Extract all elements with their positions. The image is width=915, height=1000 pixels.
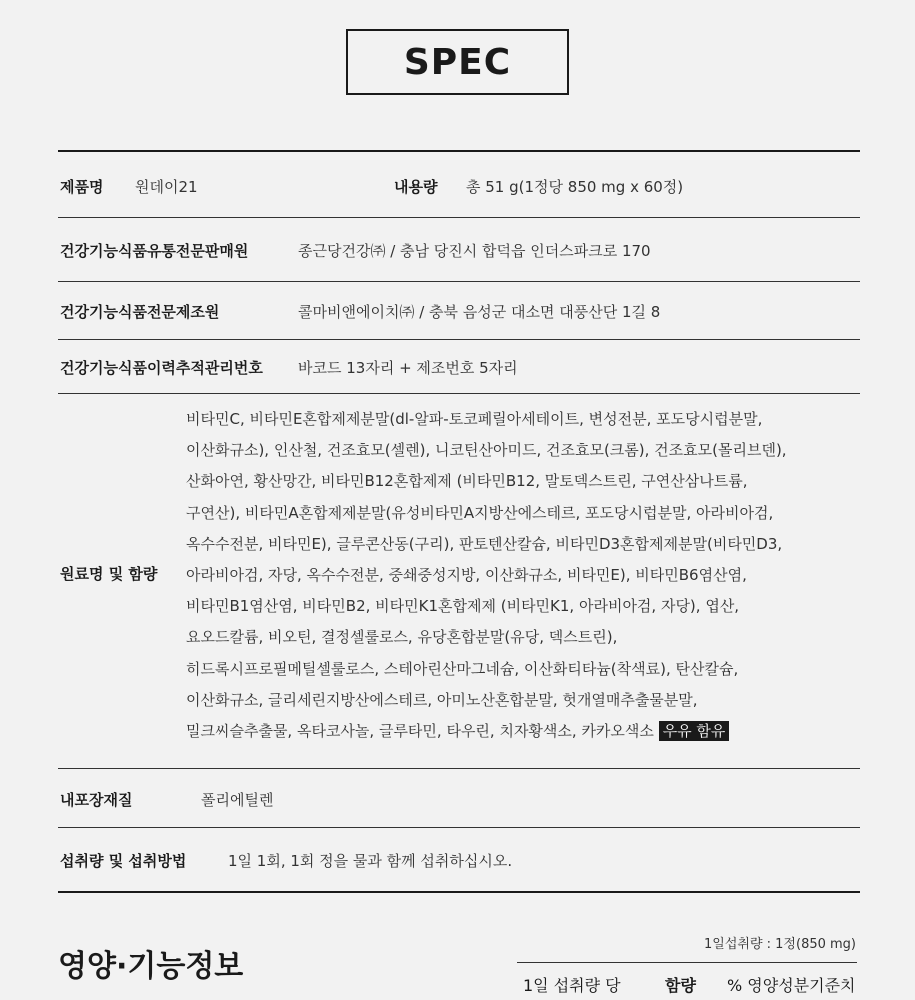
- allergen-badge: 우유 함유: [659, 721, 730, 741]
- manufacturer-value: 콜마비앤에이치㈜ / 충북 음성군 대소면 대풍산단 1길 8: [298, 303, 661, 321]
- packaging-label: 내포장재질: [60, 791, 133, 809]
- row-usage: [58, 828, 860, 893]
- ingredients-line: 비타민C, 비타민E혼합제제분말(dl-알파-토코페릴아세테이트, 변성전분, 포도당시럽분말,: [186, 410, 763, 428]
- row-ingredients: [58, 394, 860, 769]
- row-manufacturer: [58, 282, 860, 340]
- volume-value: 총 51 g(1정당 850 mg x 60정): [466, 178, 684, 196]
- ingredients-list: [186, 404, 856, 747]
- ingredients-line: 비타민B1염산염, 비타민B2, 비타민K1혼합제제 (비타민K1, 아라비아검, 자당), 엽산,: [186, 597, 740, 616]
- trace-label: 건강기능식품이력추적관리번호: [60, 359, 263, 377]
- ingredients-line: 히드록시프로필메틸셀룰로스, 스테아린산마그네슘, 이산화티타늄(착색료), 탄산칼슘,: [186, 659, 739, 678]
- usage-value: 1일 1회, 1회 정을 물과 함께 섭취하십시오.: [228, 852, 513, 870]
- product-name-value: 원데이21: [135, 178, 198, 196]
- header-per-intake: 1일 섭취량 당: [523, 976, 621, 995]
- row-trace: [58, 340, 860, 394]
- manufacturer-label: 건강기능식품전문제조원: [60, 303, 220, 321]
- ingredients-line: 이산화규소), 인산철, 건조효모(셀렌), 니코틴산아미드, 건조효모(크롬), 건조효모(몰리브덴),: [186, 441, 787, 460]
- product-name-label: 제품명: [60, 178, 104, 196]
- ingredients-last-line: [186, 716, 856, 747]
- nutrition-title: 영양·기능정보: [58, 949, 244, 984]
- usage-label: 섭취량 및 섭취방법: [60, 852, 187, 870]
- ingredients-line: 구연산), 비타민A혼합제제분말(유성비타민A지방산에스테르, 포도당시럽분말, 아라비아검,: [186, 503, 774, 522]
- ingredients-line: 옥수수전분, 비타민E), 글루콘산동(구리), 판토텐산칼슘, 비타민D3혼합제제분말(비타민D3,: [186, 534, 783, 553]
- ingredients-line: 요오드칼륨, 비오틴, 결정셀룰로스, 유당혼합분말(유당, 덱스트린),: [186, 628, 618, 647]
- ingredients-line: 이산화규소, 글리세린지방산에스테르, 아미노산혼합분말, 헛개열매추출물분말,: [186, 690, 698, 709]
- ingredients-line: 산화아연, 황산망간, 비타민B12혼합제제 (비타민B12, 말토덱스트린, 구연산삼나트륨,: [186, 472, 748, 491]
- trace-value: 바코드 13자리 + 제조번호 5자리: [298, 359, 518, 377]
- row-packaging: [58, 769, 860, 828]
- row-product: [58, 152, 860, 218]
- spec-table: [58, 150, 860, 893]
- header-amount: 함량: [665, 976, 696, 995]
- header-daily-value: % 영양성분기준치: [727, 976, 856, 995]
- nutrition-header: [517, 962, 857, 1000]
- ingredients-line: 밀크씨슬추출물, 옥타코사놀, 글루타민, 타우린, 치자황색소, 카카오색소: [186, 722, 654, 741]
- spec-title: SPEC: [346, 29, 569, 95]
- seller-label: 건강기능식품유통전문판매원: [60, 242, 249, 260]
- ingredients-label: 원료명 및 함량: [60, 565, 158, 583]
- seller-value: 종근당건강㈜ / 충남 당진시 합덕읍 인더스파크로 170: [298, 242, 651, 260]
- packaging-value: 폴리에틸렌: [201, 791, 274, 809]
- volume-label: 내용량: [394, 178, 438, 196]
- intake-note: 1일섭취량 : 1정(850 mg): [704, 937, 856, 952]
- row-seller: [58, 218, 860, 282]
- ingredients-line: 아라비아검, 자당, 옥수수전분, 중쇄중성지방, 이산화규소, 비타민E), 비타민B6염산염,: [186, 566, 747, 585]
